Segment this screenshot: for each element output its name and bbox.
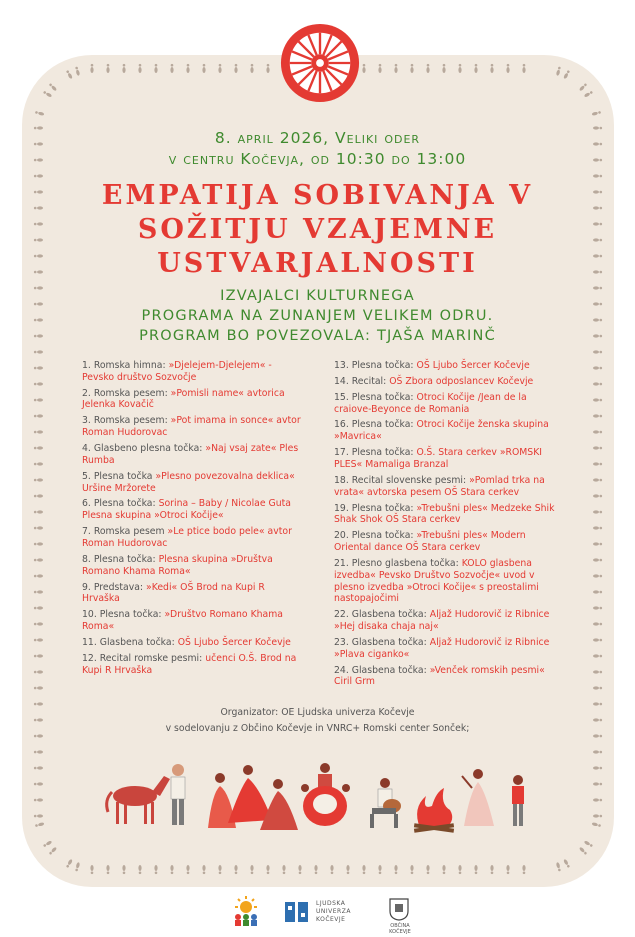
program-item: [334, 637, 556, 661]
program-item: [82, 415, 302, 439]
program-item: [334, 609, 556, 633]
program-item-label: 11. Glasbena točka:: [82, 636, 175, 648]
program-item-label: 10. Plesna točka:: [82, 609, 162, 621]
program-item-label: 18. Recital slovenske pesmi:: [334, 474, 467, 486]
program-list-right: [334, 360, 556, 692]
program-item: [334, 447, 556, 471]
program-item: [82, 498, 302, 522]
program-item-text: učenci O.Š. Brod na Kupi R Hrvaška: [82, 652, 297, 676]
program-item-text: »Venček romskih pesmi« Ciril Grm: [334, 664, 545, 688]
program-item: [82, 582, 302, 606]
lu-line-3: KOČEVJE: [316, 916, 346, 923]
title-line-3: USTVARJALNOSTI: [157, 248, 478, 279]
ljudska-univerza-logo-icon: [284, 900, 310, 924]
program-item-text: Sorina – Baby / Nicolae Guta Plesna skupina »Otroci Kočije«: [82, 498, 291, 522]
program-item-text: »Kedi« OŠ Brod na Kupi R Hrvaška: [82, 581, 265, 605]
program-item-label: 22. Glasbena točka:: [334, 609, 427, 621]
campfire-icon: [414, 788, 454, 833]
program-list-left: [82, 360, 302, 680]
title-line-2: SOŽITJU VZAJEMNE: [137, 214, 498, 245]
program-item-label: 17. Plesna točka:: [334, 447, 414, 459]
program-item-label: 2. Romska pesem:: [82, 387, 168, 399]
program-item-label: 3. Romska pesem:: [82, 415, 168, 427]
program-item: [82, 609, 302, 633]
dancer-icon: [208, 765, 298, 830]
program-item: [82, 443, 302, 467]
horse-icon: [107, 776, 170, 824]
program-item-label: 21. Plesno glasbena točka:: [334, 557, 459, 569]
program-item-label: 15. Plesna točka:: [334, 391, 414, 403]
event-place-time: v centru Kočevja, od 10:30 do 13:00: [168, 150, 467, 168]
lu-line-2: UNIVERZA: [316, 908, 351, 915]
program-item-text: Otroci Kočije ženska skupina »Mavrica«: [334, 419, 549, 443]
program-item-label: 13. Plesna točka:: [334, 360, 414, 371]
program-item-text: Plesna skupina »Društva Romano Khama Roma«: [82, 553, 273, 577]
program-item-text: »Djelejem-Djelejem« - Pevsko društvo Sozvočje: [82, 360, 272, 383]
partner-logos: [0, 895, 635, 935]
woman-dancer-icon: [462, 769, 494, 826]
title-line-1: EMPATIJA SOBIVANJA V: [101, 180, 534, 211]
program-item: [82, 653, 302, 677]
organizer-line-2: v sodelovanju z Občino Kočevje in VNRC+ Romski center Sonček;: [165, 723, 470, 734]
program-item-text: Aljaž Hudorovič iz Ribnice »Hej disaka chaja naj«: [334, 609, 550, 632]
program-item: [334, 665, 556, 689]
program-item-text: OŠ Ljubo Šercer Kočevje: [416, 360, 530, 371]
program-item-text: »Trebušni ples« Modern Oriental dance OŠ Stara cerkev: [334, 530, 526, 554]
seated-group-icon: [301, 763, 350, 826]
subtitle-line-3: PROGRAM BO POVEZOVALA: TJAŠA MARINČ: [139, 328, 496, 344]
program-item-label: 23. Glasbena točka:: [334, 636, 427, 648]
program-item-label: 8. Plesna točka:: [82, 553, 156, 565]
program-item: [334, 530, 556, 554]
program-item-text: Otroci Kočije /Jean de la craiove-Beyonce de Romania: [334, 391, 527, 415]
program-item: [334, 376, 556, 388]
program-item-text: »Plesno povezovalna deklica« Uršine Mržorete: [82, 470, 295, 494]
program-item-text: »Pot imama in sonce« avtor Roman Hudorovac: [82, 415, 301, 439]
program-item-text: O.Š. Stara cerkev »ROMSKI PLES« Mamaliga Branzal: [334, 447, 543, 470]
program-item-label: 14. Recital:: [334, 375, 387, 387]
guitarist-icon: [370, 778, 401, 828]
program-item-label: 9. Predstava:: [82, 581, 144, 593]
program-item-label: 1. Romska himna:: [82, 360, 166, 371]
ljudska-univerza-wordmark: [316, 900, 351, 924]
program-item-label: 7. Romska pesem: [82, 526, 165, 538]
event-date: 8. april 2026, Veliki oder: [214, 129, 421, 147]
program-item-text: KOLO glasbena izvedba« Pevsko Društvo Sozvočje« uvod v plesno izvedba »Otroci Kočije« s preostalimi nastopajočimi: [334, 557, 539, 605]
program-item-label: 16. Plesna točka:: [334, 419, 414, 431]
program-item: [82, 360, 302, 384]
program-item: [334, 392, 556, 416]
program-item: [82, 388, 302, 412]
program-item-label: 4. Glasbeno plesna točka:: [82, 443, 203, 455]
boy-icon: [512, 775, 524, 826]
program-item: [82, 526, 302, 550]
program-item-text: »Trebušni ples« Medzeke Shik Shak Shok OŠ Stara cerkev: [334, 502, 555, 526]
program-item-text: »Pomlad trka na vrata« avtorska pesem OŠ Stara cerkev: [334, 474, 545, 498]
folk-illustration: [100, 748, 540, 838]
program-item-text: »Pomisli name« avtorica Jelenka Kovačič: [82, 387, 285, 411]
sun-logo-icon: [229, 895, 263, 927]
organizer-line-1: Organizator: OE Ljudska univerza Kočevje: [220, 707, 415, 718]
program-item: [82, 637, 302, 649]
program-item: [82, 554, 302, 578]
program-item: [334, 360, 556, 372]
program-item-text: OŠ Zbora odposlancev Kočevje: [389, 375, 534, 387]
program-item-label: 20. Plesna točka:: [334, 530, 414, 542]
program-item-text: »Naj vsaj zate« Ples Rumba: [82, 443, 299, 466]
obcina-crest-icon: [388, 897, 410, 921]
subtitle-line-2: PROGRAMA NA ZUNANJEM VELIKEM ODRU.: [141, 308, 494, 324]
program-item: [334, 503, 556, 527]
program-item-text: »Društvo Romano Khama Roma«: [82, 609, 284, 632]
program-item: [82, 471, 302, 495]
romani-wheel-icon: [279, 22, 361, 104]
program-item: [334, 558, 556, 605]
program-item-text: Aljaž Hudorovič iz Ribnice »Plava ciganko«: [334, 636, 550, 660]
program-item-label: 6. Plesna točka:: [82, 498, 156, 510]
program-item: [334, 419, 556, 443]
obcina-kocevje-label: OBČINA KOČEVJE: [389, 923, 411, 935]
program-item-text: »Le ptice bodo pele« avtor Roman Hudorovac: [82, 526, 292, 549]
program-item-label: 5. Plesna točka: [82, 470, 153, 482]
program-item-label: 12. Recital romske pesmi:: [82, 652, 203, 664]
program-item-label: 24. Glasbena točka:: [334, 664, 427, 676]
program-item-label: 19. Plesna točka:: [334, 502, 414, 514]
man-icon: [171, 764, 185, 825]
subtitle-line-1: IZVAJALCI KULTURNEGA: [220, 288, 415, 304]
lu-line-1: LJUDSKA: [316, 900, 346, 907]
program-item: [334, 475, 556, 499]
program-item-text: OŠ Ljubo Šercer Kočevje: [177, 636, 291, 648]
